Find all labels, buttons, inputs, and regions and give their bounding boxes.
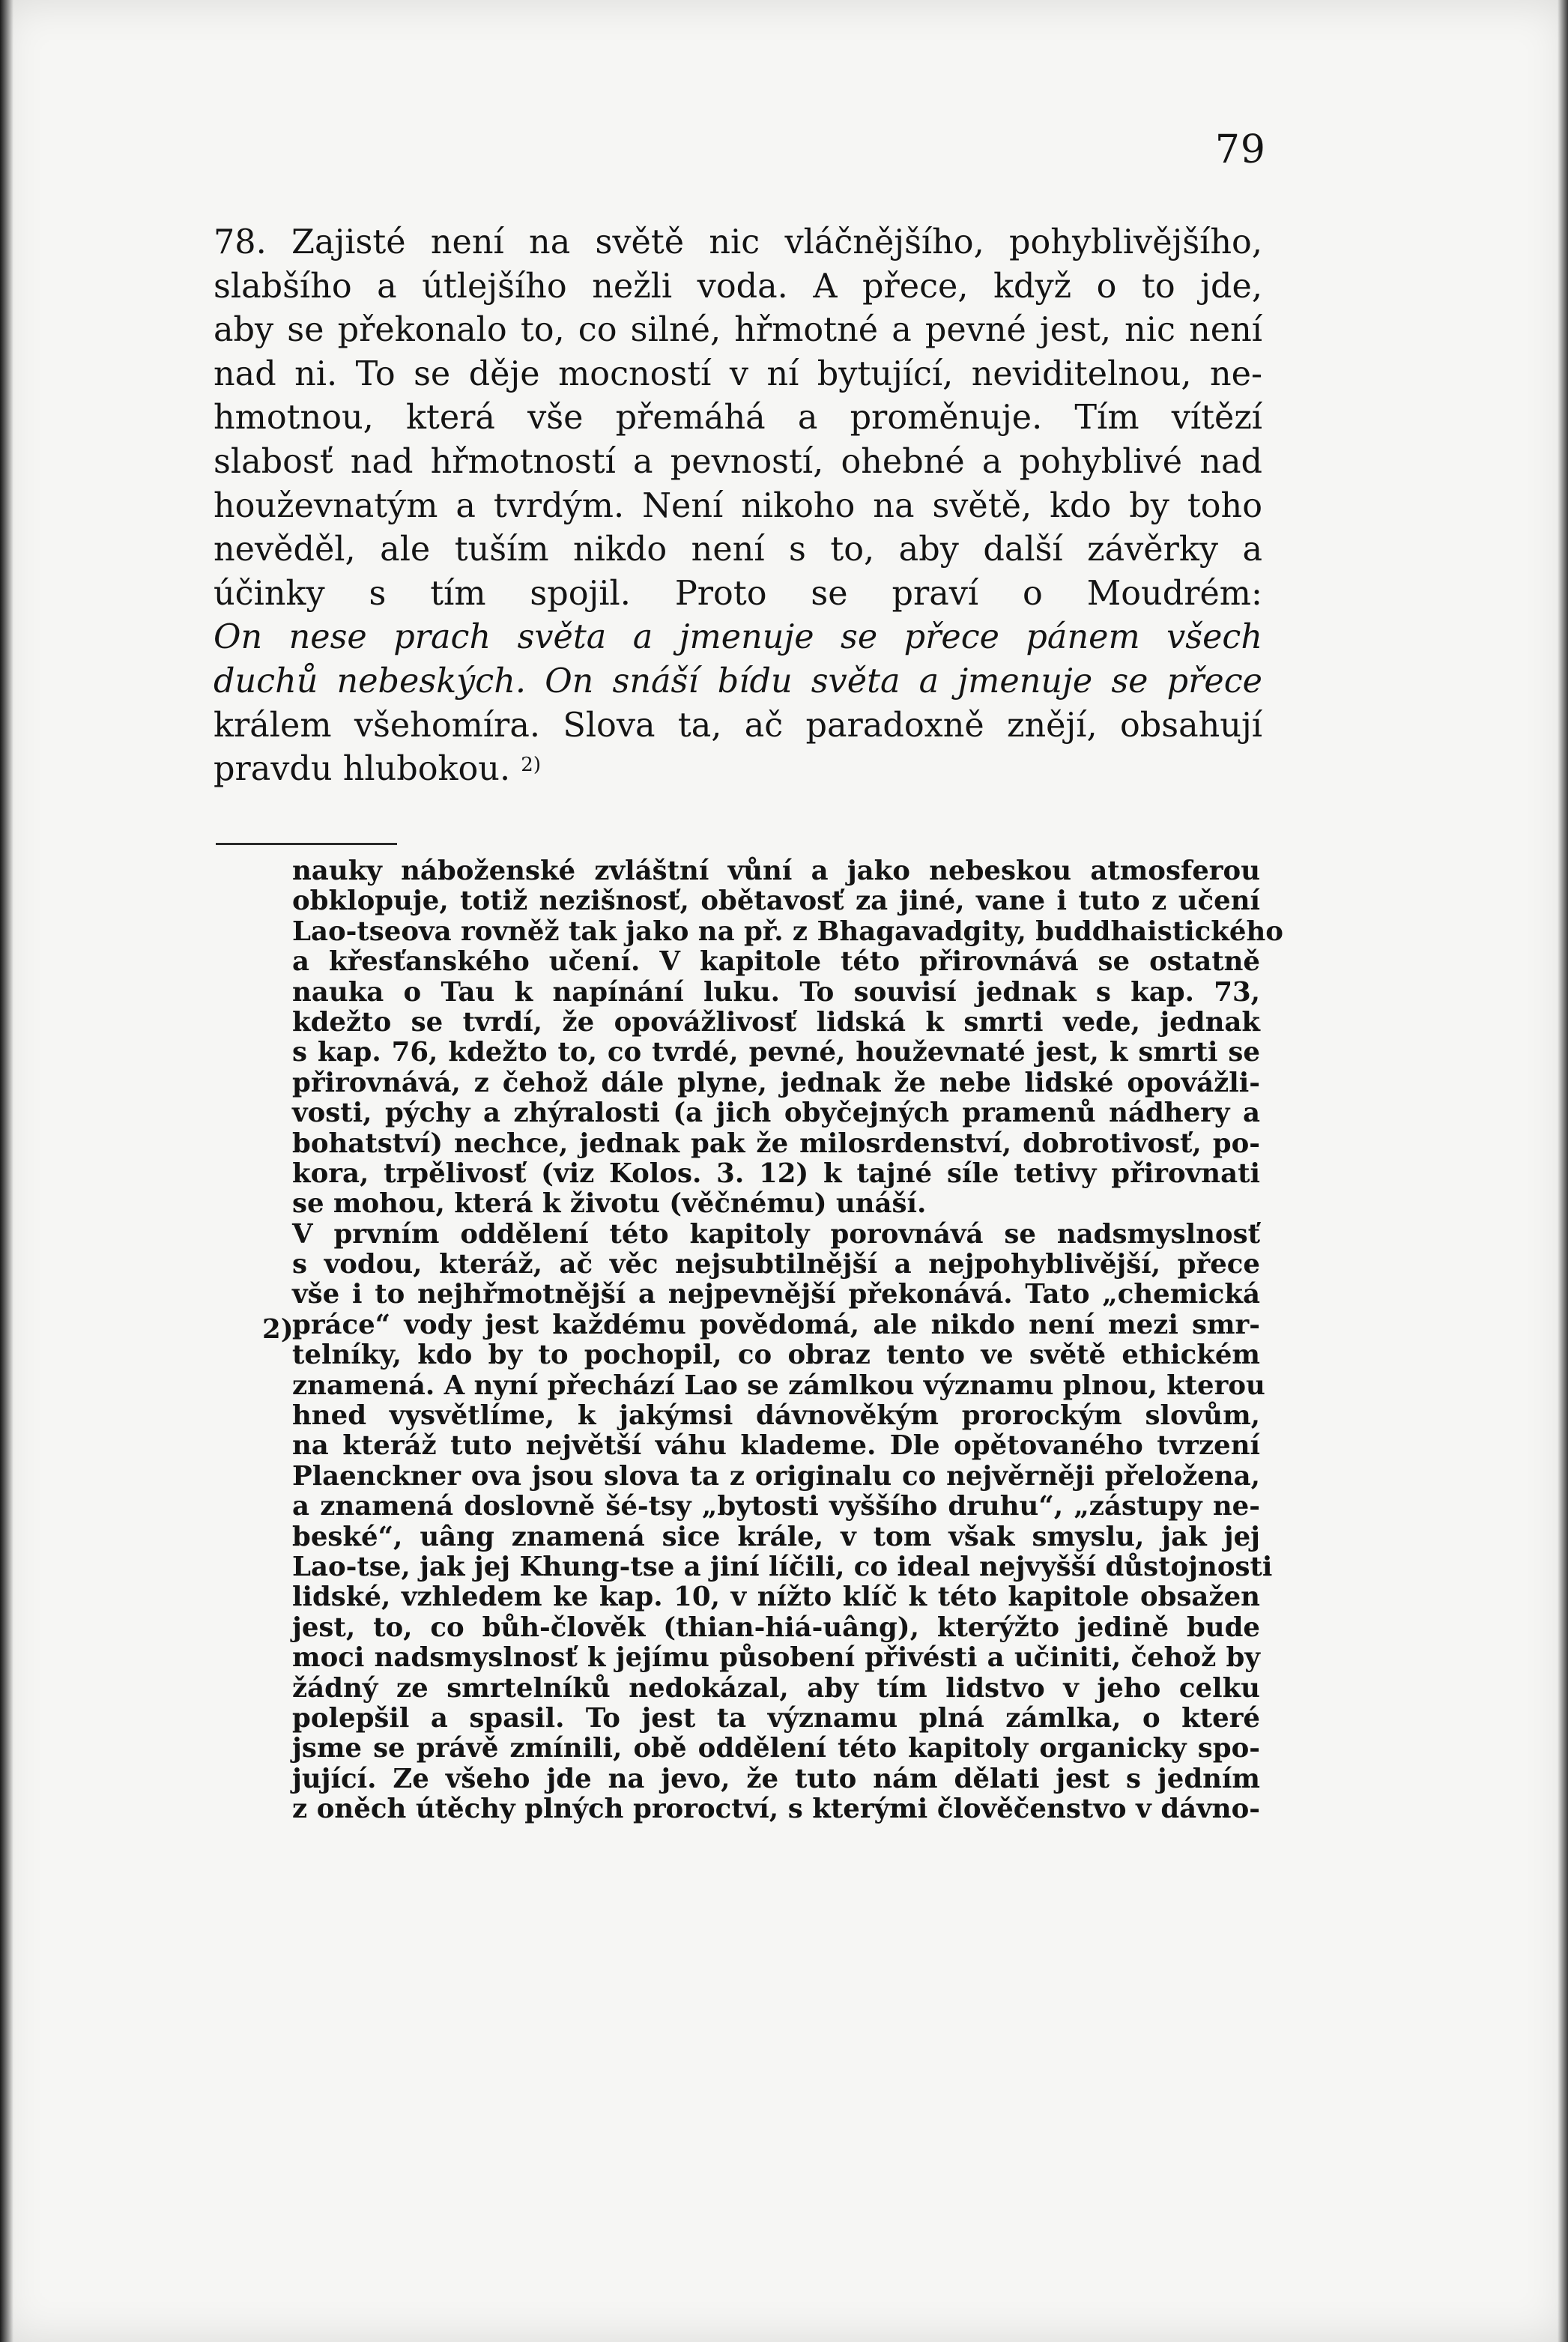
text-line-last [214,748,1262,792]
footnotes [292,856,1283,1825]
footnote-line: s kap. 76, kdežto to, co tvrdé, pevné, houževnaté jest, k smrti se [292,1037,1260,1068]
footnote-line: kora, trpělivosť (viz Kolos. 3. 12) k tajné síle tetivy přirovnati [292,1158,1260,1189]
footnote-2-line: jující. Ze všeho jde na jevo, že tuto nám dělati jest s jedním [292,1763,1260,1794]
footnote-2-line: jest, to, co bůh-člověk (thian-hiá-uâng), kterýžto jedině bude [292,1612,1260,1643]
footnote-2-line: hned vysvětlíme, k jakýmsi dávnověkým prorockým slovům, [292,1400,1260,1432]
footnote-2-line: V prvním oddělení této kapitoly porovnává se nadsmyslnosť [292,1218,1260,1250]
footnote-line: přirovnává, z čehož dále plyne, jednak že nebe lidské opovážli- [292,1067,1260,1098]
footnote-2-marker: 2) [262,1314,294,1345]
text-line: nad ni. To se děje mocností v ní bytující, neviditelnou, ne- [214,354,1262,393]
text-line-italic: duchů nebeských. On snáší bídu světa a jmenuje se přece [214,662,1262,701]
footnote-2-line: znamená. A nyní přechází Lao se zámlkou významu plnou, kterou [292,1370,1265,1401]
footnote-2-line: lidské, vzhledem ke kap. 10, v nížto klíč k této kapitole obsažen [292,1582,1260,1613]
footnote-line: vosti, pýchy a zhýralosti (a jich obyčejných pramenů nádhery a [292,1098,1260,1129]
footnote-2-line: na kteráž tuto největší váhu klademe. Dle opětovaného tvrzení [292,1430,1260,1462]
footnote-2-line: beské“, uâng znamená sice krále, v tom však smyslu, jak jej [292,1521,1260,1552]
footnote-2-line: Lao-tse, jak jej Khung-tse a jiní líčili, co ideal nejvyšší důstojnosti [292,1551,1273,1582]
page-number: 79 [1214,127,1266,172]
footnote-line: a křesťanského učení. V kapitole této přirovnává se ostatně [292,946,1260,978]
footnote-2-line: práce“ vody jest každému povědomá, ale nikdo není mezi smr- [292,1309,1260,1340]
footnote-2-line: jsme se právě zmínili, obě oddělení této kapitoly organicky spo- [292,1733,1260,1764]
text-line: nevěděl, ale tuším nikdo není s to, aby další závěrky a [214,530,1262,569]
text-line: účinky s tím spojil. Proto se praví o Moudrém: [214,574,1262,613]
text-line: hmotnou, která vše přemáhá a proměnuje. Tím vítězí [214,399,1262,438]
page-edge-shadow-left [0,0,13,2342]
footnote-line: se mohou, která k životu (věčnému) unáší. [292,1188,927,1220]
text-line: slabosť nad hřmotností a pevností, ohebné a pohyblivé nad [214,442,1262,481]
footnote-2-line: z oněch útěchy plných proroctví, s kterými člověčenstvo v dávno- [292,1794,1260,1825]
footnote-line: kdežto se tvrdí, že opovážlivosť lidská k smrti vede, jednak [292,1006,1260,1038]
main-text [214,221,1262,792]
text-line: slabšího a útlejšího nežli voda. A přece, když o to jde, [214,267,1262,306]
footnote-separator [216,843,397,845]
footnote-line: obklopuje, totiž nezišnosť, obětavosť za jiné, vane i tuto z učení [292,886,1260,917]
text-line-content: pravdu hlubokou. [214,750,511,789]
footnote-reference: 2) [521,754,541,777]
footnote-2-line: Plaenckner ova jsou slova ta z originalu co nejvěrněji přeložena, [292,1460,1260,1492]
footnote-2-line: polepšil a spasil. To jest ta významu plná zámlka, o které [292,1702,1260,1734]
text-line: 78. Zajisté není na světě nic vláčnějšího, pohyblivějšího, [214,223,1262,261]
footnote-2-line: s vodou, kteráž, ač věc nejsubtilnější a nejpohyblivější, přece [292,1249,1260,1280]
page-edge-shadow-right [1558,0,1568,2342]
footnote-2-line: moci nadsmyslnosť k jejímu působení přivésti a učiniti, čehož by [292,1642,1260,1674]
footnote-line: nauky náboženské zvláštní vůní a jako nebeskou atmosferou [292,856,1260,886]
text-line: houževnatým a tvrdým. Není nikoho na světě, kdo by toho [214,486,1262,525]
footnote-2-line: telníky, kdo by to pochopil, co obraz tento ve světě ethickém [292,1340,1260,1371]
footnote-2-line: a znamená doslovně šé-tsy „bytosti vyššího druhu“, „zástupy ne- [292,1491,1260,1522]
text-line-italic: On nese prach světa a jmenuje se přece pánem všech [214,618,1262,657]
footnote-line: bohatství) nechce, jednak pak že milosrdenství, dobrotivosť, po- [292,1128,1260,1159]
footnote-line: Lao-tseova rovněž tak jako na př. z Bhagavadgity, buddhaistického [292,916,1283,947]
text-line: králem všehomíra. Slova ta, ač paradoxně znějí, obsahují [214,706,1262,745]
footnote-2-line: žádný ze smrtelníků nedokázal, aby tím lidstvo v jeho celku [292,1672,1260,1704]
footnote-line: nauka o Tau k napínání luku. To souvisí jednak s kap. 73, [292,976,1260,1008]
footnote-2-line: vše i to nejhřmotnější a nejpevnější překonává. Tato „chemická [292,1279,1260,1310]
text-line: aby se překonalo to, co silné, hřmotné a pevné jest, nic není [214,311,1262,350]
